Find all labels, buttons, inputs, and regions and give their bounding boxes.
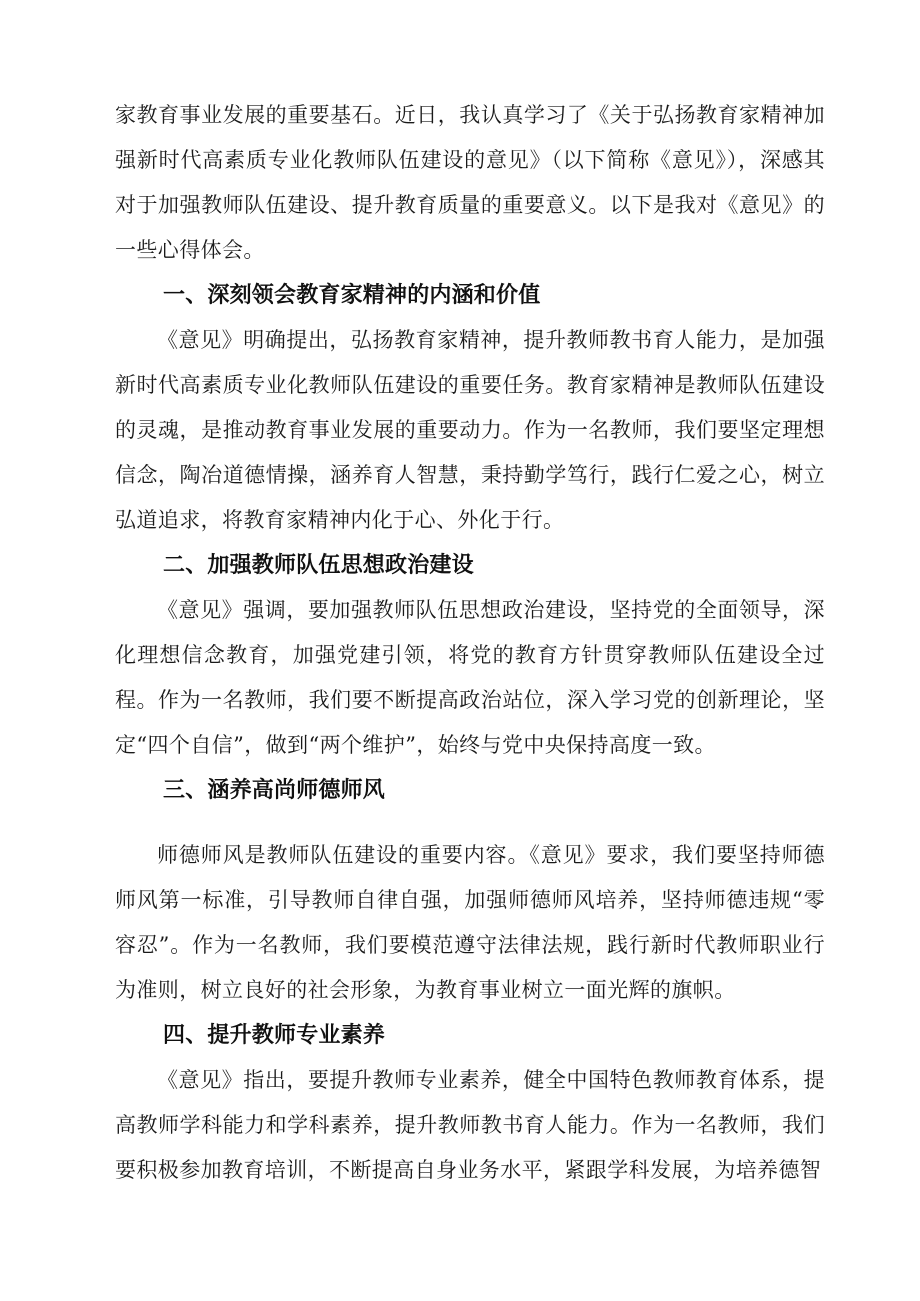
section-2-paragraph: 《意见》强调，要加强教师队伍思想政治建设，坚持党的全面领导，深化理想信念教育，加强党建引领，将党的教育方针贯穿教师队伍建设全过程。作为一名教师，我们要不断提高政治站位，深入学习党的创新理论，坚定“四个自信”，做到“两个维护”，始终与党中央保持高度一致。 (115, 598, 825, 757)
section-4-heading: 四、提升教师专业素养 (163, 1023, 386, 1048)
section-3-paragraph: 师德师风是教师队伍建设的重要内容。《意见》要求，我们要坚持师德师风第一标准，引导教师自律自强，加强师德师风培养，坚持师德违规“零容忍”。作为一名教师，我们要模范遵守法律法规，践行新时代教师职业行为准则，树立良好的社会形象，为教育事业树立一面光辉的旗帜。 (115, 843, 825, 1002)
intro-paragraph: 家教育事业发展的重要基石。近日，我认真学习了《关于弘扬教育家精神加强新时代高素质专业化教师队伍建设的意见》（以下简称《意见》），深感其对于加强教师队伍建设、提升教育质量的重要意义。以下是我对《意见》的一些心得体会。 (115, 103, 825, 262)
section-1-paragraph: 《意见》明确提出，弘扬教育家精神，提升教师教书育人能力，是加强新时代高素质专业化教师队伍建设的重要任务。教育家精神是教师队伍建设的灵魂，是推动教育事业发展的重要动力。作为一名教师，我们要坚定理想信念，陶冶道德情操，涵养育人智慧，秉持勤学笃行，践行仁爱之心，树立弘道追求，将教育家精神内化于心、外化于行。 (115, 328, 825, 532)
document-body (115, 93, 825, 1193)
section-1-heading: 一、深刻领会教育家精神的内涵和价值 (163, 283, 541, 308)
section-4-paragraph: 《意见》指出，要提升教师专业素养，健全中国特色教师教育体系，提高教师学科能力和学科素养，提升教师教书育人能力。作为一名教师，我们要积极参加教育培训，不断提高自身业务水平，紧跟学科发展，为培养德智 (115, 1068, 825, 1182)
section-2-heading: 二、加强教师队伍思想政治建设 (163, 553, 474, 578)
section-3-heading: 三、涵养高尚师德师风 (163, 778, 386, 803)
